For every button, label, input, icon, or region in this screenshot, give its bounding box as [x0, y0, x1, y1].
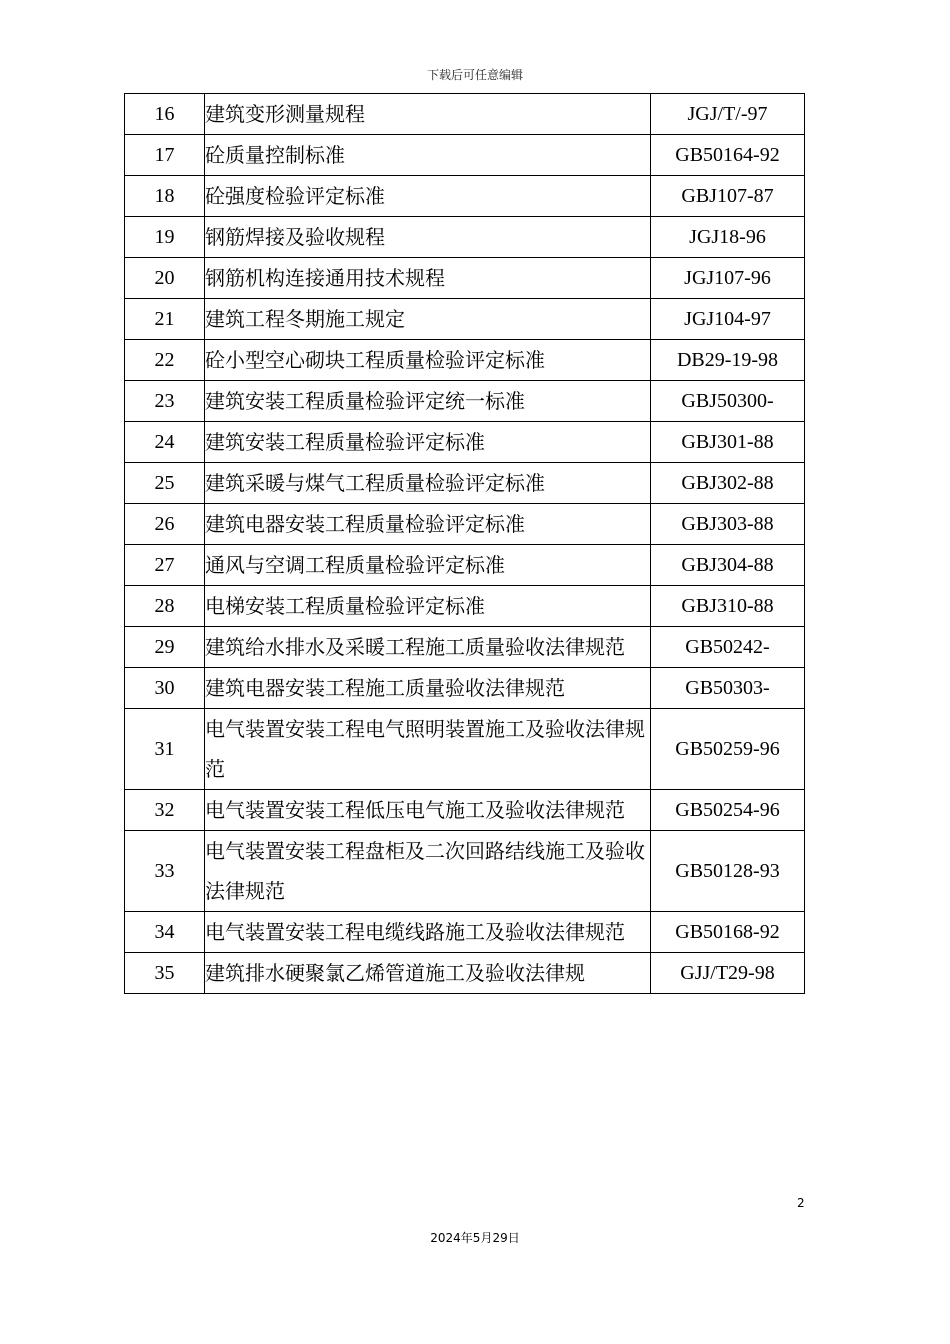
standard-name: 建筑给水排水及采暖工程施工质量验收法律规范 — [205, 627, 651, 668]
row-number: 17 — [125, 135, 205, 176]
table-row — [125, 463, 805, 504]
row-number: 28 — [125, 586, 205, 627]
standard-code: GBJ304-88 — [651, 545, 805, 586]
standard-code: GB50254-96 — [651, 790, 805, 831]
standard-name: 建筑变形测量规程 — [205, 94, 651, 135]
row-number: 18 — [125, 176, 205, 217]
standard-code: JGJ/T/-97 — [651, 94, 805, 135]
page-header: 下载后可任意编辑 — [426, 68, 523, 82]
row-number: 29 — [125, 627, 205, 668]
row-number: 31 — [125, 709, 205, 790]
standard-name: 通风与空调工程质量检验评定标准 — [205, 545, 651, 586]
row-number: 26 — [125, 504, 205, 545]
table-row — [125, 217, 805, 258]
standard-code: DB29-19-98 — [651, 340, 805, 381]
standard-name: 电气装置安装工程电缆线路施工及验收法律规范 — [205, 912, 651, 953]
standard-code: GB50128-93 — [651, 831, 805, 912]
table-row — [125, 381, 805, 422]
standard-code: JGJ18-96 — [651, 217, 805, 258]
standards-table — [124, 93, 805, 994]
row-number: 24 — [125, 422, 205, 463]
standard-name: 砼质量控制标准 — [205, 135, 651, 176]
row-number: 30 — [125, 668, 205, 709]
row-number: 35 — [125, 953, 205, 994]
row-number: 34 — [125, 912, 205, 953]
standard-name: 电气装置安装工程电气照明装置施工及验收法律规范 — [205, 709, 651, 790]
standard-code: JGJ104-97 — [651, 299, 805, 340]
table-row — [125, 135, 805, 176]
standard-code: GB50259-96 — [651, 709, 805, 790]
table-row — [125, 94, 805, 135]
footer-date: 2024年5月29日 — [430, 1231, 520, 1245]
standard-code: GBJ310-88 — [651, 586, 805, 627]
standard-code: GBJ303-88 — [651, 504, 805, 545]
table-row — [125, 790, 805, 831]
standard-code: GB50168-92 — [651, 912, 805, 953]
standard-name: 砼强度检验评定标准 — [205, 176, 651, 217]
standard-name: 电气装置安装工程低压电气施工及验收法律规范 — [205, 790, 651, 831]
standard-name: 砼小型空心砌块工程质量检验评定标准 — [205, 340, 651, 381]
row-number: 23 — [125, 381, 205, 422]
row-number: 33 — [125, 831, 205, 912]
standard-name: 建筑安装工程质量检验评定标准 — [205, 422, 651, 463]
table-row — [125, 504, 805, 545]
standard-name: 建筑电器安装工程施工质量验收法律规范 — [205, 668, 651, 709]
standard-code: GB50164-92 — [651, 135, 805, 176]
row-number: 25 — [125, 463, 205, 504]
row-number: 21 — [125, 299, 205, 340]
table-row — [125, 586, 805, 627]
standard-name: 建筑安装工程质量检验评定统一标准 — [205, 381, 651, 422]
row-number: 27 — [125, 545, 205, 586]
standard-name: 建筑采暖与煤气工程质量检验评定标准 — [205, 463, 651, 504]
standard-name: 钢筋机构连接通用技术规程 — [205, 258, 651, 299]
table-row — [125, 627, 805, 668]
standard-code: JGJ107-96 — [651, 258, 805, 299]
standard-code: GBJ301-88 — [651, 422, 805, 463]
table-row — [125, 668, 805, 709]
standard-code: GBJ302-88 — [651, 463, 805, 504]
row-number: 16 — [125, 94, 205, 135]
standard-code: GB50242- — [651, 627, 805, 668]
row-number: 20 — [125, 258, 205, 299]
table-row — [125, 709, 805, 790]
standard-name: 电梯安装工程质量检验评定标准 — [205, 586, 651, 627]
table-row — [125, 545, 805, 586]
standard-name: 建筑工程冬期施工规定 — [205, 299, 651, 340]
standard-code: GB50303- — [651, 668, 805, 709]
standard-code: GBJ107-87 — [651, 176, 805, 217]
table-row — [125, 912, 805, 953]
standard-name: 建筑排水硬聚氯乙烯管道施工及验收法律规 — [205, 953, 651, 994]
standard-name: 电气装置安装工程盘柜及二次回路结线施工及验收法律规范 — [205, 831, 651, 912]
standard-code: GBJ50300- — [651, 381, 805, 422]
table-row — [125, 299, 805, 340]
row-number: 22 — [125, 340, 205, 381]
table-row — [125, 176, 805, 217]
row-number: 19 — [125, 217, 205, 258]
table-row — [125, 831, 805, 912]
standard-name: 建筑电器安装工程质量检验评定标准 — [205, 504, 651, 545]
standard-code: GJJ/T29-98 — [651, 953, 805, 994]
table-row — [125, 340, 805, 381]
table-row — [125, 258, 805, 299]
row-number: 32 — [125, 790, 205, 831]
standard-name: 钢筋焊接及验收规程 — [205, 217, 651, 258]
page-number: 2 — [797, 1196, 805, 1210]
table-row — [125, 953, 805, 994]
table-row — [125, 422, 805, 463]
